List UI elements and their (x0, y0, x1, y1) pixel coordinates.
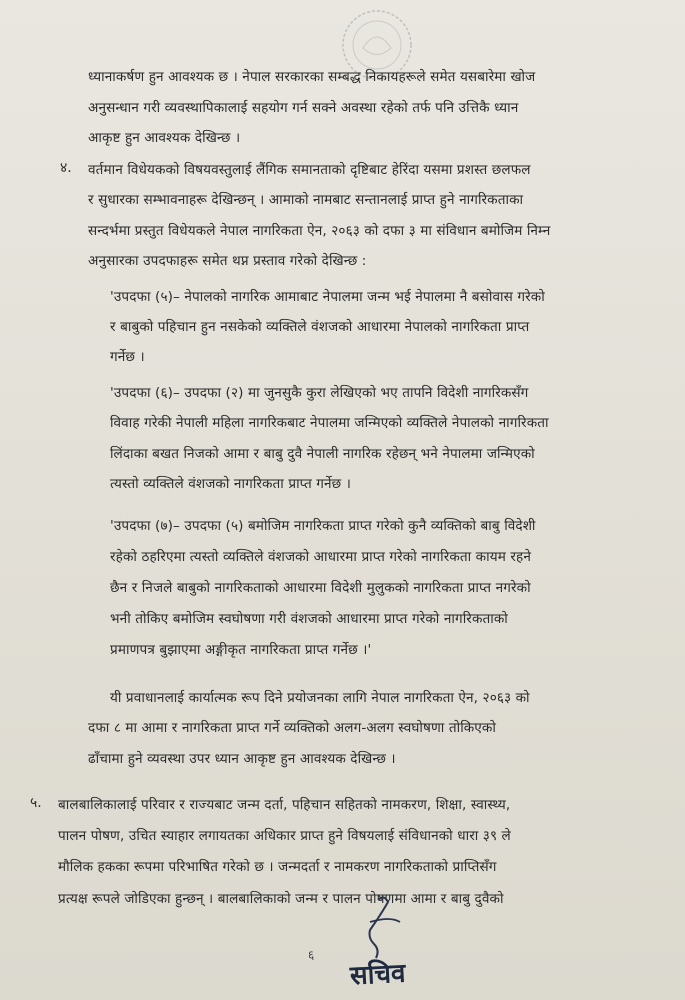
quote-7-line-3: छैन र निजले बाबुको नागरिकताको आधारमा विदेशी मुलुकको नागरिकता प्राप्त नगरेको (110, 580, 531, 596)
para-top-line-1: ध्यानाकर्षण हुन आवश्यक छ । नेपाल सरकारका सम्बद्ध निकायहरूले समेत यसबारेमा खोज (88, 69, 536, 85)
quote-5-line-2: र बाबुको पहिचान हुन नसकेको व्यक्तिले वंशजको आधारमा नेपालको नागरिकता प्राप्त (110, 319, 530, 335)
item-4-line-4: अनुसारका उपदफाहरू समेत थप्न प्रस्ताव गरेको देखिन्छ : (88, 253, 367, 269)
quote-7-line-4: भनी तोकिए बमोजिम स्वघोषणा गरी वंशजको आधारमा प्राप्त गरेको नागरिकताको (110, 611, 508, 627)
para-after-line-1: यी प्रवाधानलाई कार्यात्मक रूप दिने प्रयोजनका लागि नेपाल नागरिकता ऐन, २०६३ को (110, 690, 530, 706)
quote-6-line-4: त्यस्तो व्यक्तिले वंशजको नागरिकता प्राप्त गर्नेछ । (110, 476, 351, 492)
quote-7-line-1: 'उपदफा (७)– उपदफा (५) बमोजिम नागरिकता प्राप्त गरेको कुनै व्यक्तिको बाबु विदेशी (110, 518, 536, 534)
item-4-line-1: वर्तमान विधेयकको विषयवस्तुलाई लैंगिक समानताको दृष्टिबाट हेरिंदा यसमा प्रशस्त छलफल (88, 162, 531, 178)
quote-5-line-3: गर्नेछ । (110, 349, 145, 365)
item-4-line-3: सन्दर्भमा प्रस्तुत विधेयकले नेपाल नागरिकता ऐन, २०६३ को दफा ३ मा संविधान बमोजिम निम्न (88, 223, 551, 239)
quote-6-line-1: 'उपदफा (६)– उपदफा (२) मा जुनसुकै कुरा लेखिएको भए तापनि विदेशी नागरिकसँग (110, 385, 529, 401)
quote-5-line-1: 'उपदफा (५)– नेपालको नागरिक आमाबाट नेपालमा जन्म भई नेपालमा नै बसोवास गरेको (110, 289, 545, 305)
item-5-line-2: पालन पोषण, उचित स्याहार लगायतका अधिकार प्राप्त हुने विषयलाई संविधानको धारा ३९ ले (58, 828, 511, 844)
para-after-line-3: ढाँचामा हुने व्यवस्था उपर ध्यान आकृष्ट हुन आवश्यक देखिन्छ । (88, 751, 396, 767)
para-after-line-2: दफा ८ मा आमा र नागरिकता प्राप्त गर्ने व्यक्तिको अलग-अलग स्वघोषणा तोकिएको (88, 720, 496, 736)
item-4-line-2: र सुधारका सम्भावनाहरू देखिन्छन् । आमाको नामबाट सन्तानलाई प्राप्त हुने नागरिकताका (88, 192, 524, 208)
item-5-number: ५. (30, 795, 42, 811)
item-5-line-4: प्रत्यक्ष रूपले जोडिएका हुन्छन् । बालबालिकाको जन्म र पालन पोषणमा आमा र बाबु दुवैको (58, 891, 504, 907)
page-number: ६ (308, 948, 315, 962)
item-5-line-1: बालबालिकालाई परिवार र राज्यबाट जन्म दर्ता, पहिचान सहितको नामकरण, शिक्षा, स्वास्थ्य, (58, 797, 511, 813)
para-top-line-3: आकृष्ट हुन आवश्यक देखिन्छ । (88, 130, 241, 146)
item-5-line-3: मौलिक हकका रूपमा परिभाषित गरेको छ । जन्मदर्ता र नामकरण नागरिकताको प्राप्तिसँग (58, 859, 497, 875)
quote-7-line-2: रहेको ठहरिएमा त्यस्तो व्यक्तिले वंशजको आधारमा प्राप्त गरेको नागरिकता कायम रहने (110, 549, 532, 565)
para-top-line-2: अनुसन्धान गरी व्यवस्थापिकालाई सहयोग गर्न सक्ने अवस्था रहेको तर्फ पनि उत्तिकै ध्यान (88, 100, 519, 116)
item-4-number: ४. (60, 160, 72, 176)
quote-6-line-2: विवाह गरेकी नेपाली महिला नागरिकबाट नेपालमा जन्मिएको व्यक्तिले नेपालको नागरिकता (110, 415, 549, 431)
quote-7-line-5: प्रमाणपत्र बुझाएमा अङ्गीकृत नागरिकता प्राप्त गर्नेछ ।' (110, 642, 372, 658)
quote-6-line-3: लिंदाका बखत निजको आमा र बाबु दुवै नेपाली नागरिक रहेछन् भने नेपालमा जन्मिएको (110, 446, 535, 462)
signature-title: सचिव (349, 958, 407, 992)
